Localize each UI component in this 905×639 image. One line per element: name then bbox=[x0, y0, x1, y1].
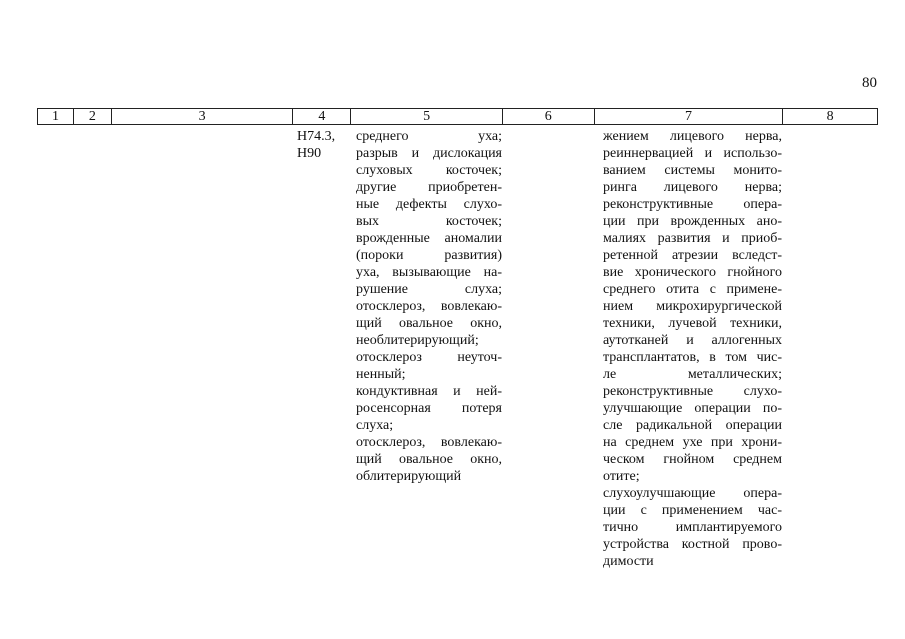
text-line: отосклероз, вовлекаю- bbox=[356, 435, 502, 450]
text-line: реиннервацией и использо- bbox=[603, 146, 782, 161]
text-line: среднего уха; bbox=[356, 129, 502, 144]
header-cell-6: 6 bbox=[503, 109, 595, 124]
text-line: вие хронического гнойного bbox=[603, 265, 782, 280]
text-line: (пороки развития) bbox=[356, 248, 502, 263]
text-line: другие приобретен- bbox=[356, 180, 502, 195]
text-line: нием микрохирургической bbox=[603, 299, 782, 314]
text-line: сле радикальной операции bbox=[603, 418, 782, 433]
text-line: щий овальное окно, bbox=[356, 452, 502, 467]
text-line: улучшающие операции по- bbox=[603, 401, 782, 416]
text-line: H74.3, bbox=[297, 129, 336, 144]
text-line: ненный; bbox=[356, 367, 406, 382]
text-line: щий овальное окно, bbox=[356, 316, 502, 331]
text-line: аутотканей и аллогенных bbox=[603, 333, 782, 348]
text-line: ции при врожденных ано- bbox=[603, 214, 782, 229]
text-line: слухоулучшающие опера- bbox=[603, 486, 782, 501]
text-line: врожденные аномалии bbox=[356, 231, 502, 246]
text-line: реконструктивные слухо- bbox=[603, 384, 782, 399]
table-header-row bbox=[37, 108, 878, 125]
page-number: 80 bbox=[862, 75, 877, 91]
header-cell-4: 4 bbox=[293, 109, 351, 124]
header-cell-7: 7 bbox=[595, 109, 784, 124]
header-cell-1: 1 bbox=[38, 109, 74, 124]
text-line: димости bbox=[603, 554, 654, 569]
header-cell-8: 8 bbox=[826, 109, 834, 124]
text-line: ле металлических; bbox=[603, 367, 782, 382]
text-line: отите; bbox=[603, 469, 640, 484]
text-line: рушение слуха; bbox=[356, 282, 502, 297]
text-line: необлитерирующий; bbox=[356, 333, 479, 348]
header-cell-2: 2 bbox=[74, 109, 112, 124]
text-line: ретенной атрезии вследст- bbox=[603, 248, 782, 263]
text-line: реконструктивные опера- bbox=[603, 197, 782, 212]
text-line: H90 bbox=[297, 146, 322, 161]
text-line: ринга лицевого нерва; bbox=[603, 180, 782, 195]
text-line: среднего отита с примене- bbox=[603, 282, 782, 297]
text-line: отосклероз неуточ- bbox=[356, 350, 502, 365]
text-line: ции с применением час- bbox=[603, 503, 782, 518]
column-7-treatment-text bbox=[603, 128, 782, 570]
text-line: трансплантатов, в том чис- bbox=[603, 350, 782, 365]
column-5-diagnosis-text bbox=[356, 128, 502, 485]
text-line: облитерирующий bbox=[356, 469, 462, 484]
text-line: жением лицевого нерва, bbox=[603, 129, 782, 144]
text-line: кондуктивная и ней- bbox=[356, 384, 502, 399]
text-line: на среднем ухе при хрони- bbox=[603, 435, 782, 450]
text-line: слуха; bbox=[356, 418, 394, 433]
header-cell-5: 5 bbox=[351, 109, 503, 124]
text-line: разрыв и дислокация bbox=[356, 146, 502, 161]
text-line: малиях развития и приоб- bbox=[603, 231, 782, 246]
text-line: вых косточек; bbox=[356, 214, 502, 229]
text-line: тично имплантируемого bbox=[603, 520, 782, 535]
text-line: ческом гнойном среднем bbox=[603, 452, 782, 467]
text-line: уха, вызывающие на- bbox=[356, 265, 502, 280]
header-cell-3: 3 bbox=[112, 109, 294, 124]
text-line: росенсорная потеря bbox=[356, 401, 502, 416]
text-line: техники, лучевой техники, bbox=[603, 316, 782, 331]
text-line: отосклероз, вовлекаю- bbox=[356, 299, 502, 314]
text-line: ные дефекты слухо- bbox=[356, 197, 502, 212]
column-4-diagnosis-codes bbox=[297, 128, 347, 162]
text-line: слуховых косточек; bbox=[356, 163, 502, 178]
text-line: устройства костной прово- bbox=[603, 537, 782, 552]
text-line: ванием системы монито- bbox=[603, 163, 782, 178]
